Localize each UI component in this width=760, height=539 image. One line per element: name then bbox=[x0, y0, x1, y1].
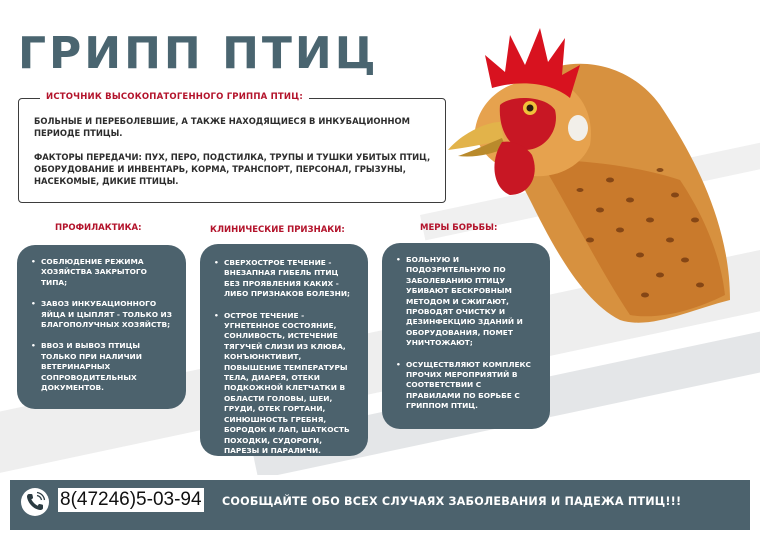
list-item: • СВЕРХОСТРОЕ ТЕЧЕНИЕ - ВНЕЗАПНАЯ ГИБЕЛЬ ПТИЦ БЕЗ ПРОЯВЛЕНИЯ КАКИХ - ЛИБО ПРИЗНАКОВ БОЛЕЗНИ; bbox=[214, 258, 356, 300]
page-title: ГРИПП ПТИЦ bbox=[18, 28, 379, 79]
list-item: • БОЛЬНУЮ И ПОДОЗРИТЕЛЬНУЮ ПО ЗАБОЛЕВАНИЮ ПТИЦУ УБИВАЮТ БЕСКРОВНЫМ МЕТОДОМ И СЖИГАЮТ, ПРОВОДЯТ ОЧИСТКУ И ДЕЗИНФЕКЦИЮ ЗДАНИЙ И ОБОРУДОВАНИЯ, ПОМЕТ УНИЧТОЖАЮТ; bbox=[396, 255, 538, 349]
report-message: СООБЩАЙТЕ ОБО ВСЕХ СЛУЧАЯХ ЗАБОЛЕВАНИЯ И ПАДЕЖА ПТИЦ!!! bbox=[222, 495, 682, 508]
list-item: • ОСТРОЕ ТЕЧЕНИЕ - УГНЕТЕННОЕ СОСТОЯНИЕ, СОНЛИВОСТЬ, ИСТЕЧЕНИЕ ТЯГУЧЕЙ СЛИЗИ ИЗ КЛЮВА, КОНЪЮНКТИВИТ, ПОВЫШЕНИЕ ТЕМПЕРАТУРЫ ТЕЛА, ДИАРЕЯ, ОТЕКИ ПОДКОЖНОЙ КЛЕТЧАТКИ В ОБЛАСТИ ГОЛОВЫ, ШЕИ, ГРУДИ, ОТЕК ГОРТАНИ, СИНЮШНОСТЬ ГРЕБНЯ, БОРОДОК И ЛАП, ШАТКОСТЬ ПОХОДКИ, СУДОРОГИ, ПАРЕЗЫ И ПАРАЛИЧИ. bbox=[214, 311, 356, 457]
list-item: • ЗАВОЗ ИНКУБАЦИОННОГО ЯЙЦА И ЦЫПЛЯТ - ТОЛЬКО ИЗ БЛАГОПОЛУЧНЫХ ХОЗЯЙСТВ; bbox=[31, 299, 174, 330]
phone-number[interactable]: 8(47246)5-03-94 bbox=[60, 489, 202, 510]
list-item: • СОБЛЮДЕНИЕ РЕЖИМА ХОЗЯЙСТВА ЗАКРЫТОГО ТИПА; bbox=[31, 257, 174, 288]
source-text bbox=[34, 115, 432, 187]
source-paragraph: БОЛЬНЫЕ И ПЕРЕБОЛЕВШИЕ, А ТАКЖЕ НАХОДЯЩИЕСЯ В ИНКУБАЦИОННОМ ПЕРИОДЕ ПТИЦЫ. bbox=[34, 116, 410, 138]
prevention-heading: ПРОФИЛАКТИКА: bbox=[55, 223, 142, 233]
symptoms-card bbox=[200, 244, 368, 456]
list-item: • ВВОЗ И ВЫВОЗ ПТИЦЫ ТОЛЬКО ПРИ НАЛИЧИИ ВЕТЕРИНАРНЫХ СОПРОВОДИТЕЛЬНЫХ ДОКУМЕНТОВ. bbox=[31, 341, 174, 393]
phone-icon bbox=[20, 487, 50, 517]
measures-card bbox=[382, 243, 550, 429]
transmission-factors: ФАКТОРЫ ПЕРЕДАЧИ: ПУХ, ПЕРО, ПОДСТИЛКА, ТРУПЫ И ТУШКИ УБИТЫХ ПТИЦ, ОБОРУДОВАНИЕ И ИНВЕНТАРЬ, КОРМА, ТРАНСПОРТ, ПЕРСОНАЛ, ГРЫЗУНЫ, НАСЕКОМЫЕ, ДИКИЕ ПТИЦЫ. bbox=[34, 152, 431, 186]
prevention-card bbox=[17, 245, 186, 409]
list-item: • ОСУЩЕСТВЛЯЮТ КОМПЛЕКС ПРОЧИХ МЕРОПРИЯТИЙ В СООТВЕТСТВИИ С ПРАВИЛАМИ ПО БОРЬБЕ С ГРИППОМ ПТИЦ. bbox=[396, 360, 538, 412]
footer bbox=[0, 475, 760, 539]
symptoms-heading: КЛИНИЧЕСКИЕ ПРИЗНАКИ: bbox=[210, 225, 345, 235]
source-heading: ИСТОЧНИК ВЫСОКОПАТОГЕННОГО ГРИППА ПТИЦ: bbox=[40, 92, 309, 102]
measures-heading: МЕРЫ БОРЬБЫ: bbox=[420, 223, 498, 233]
